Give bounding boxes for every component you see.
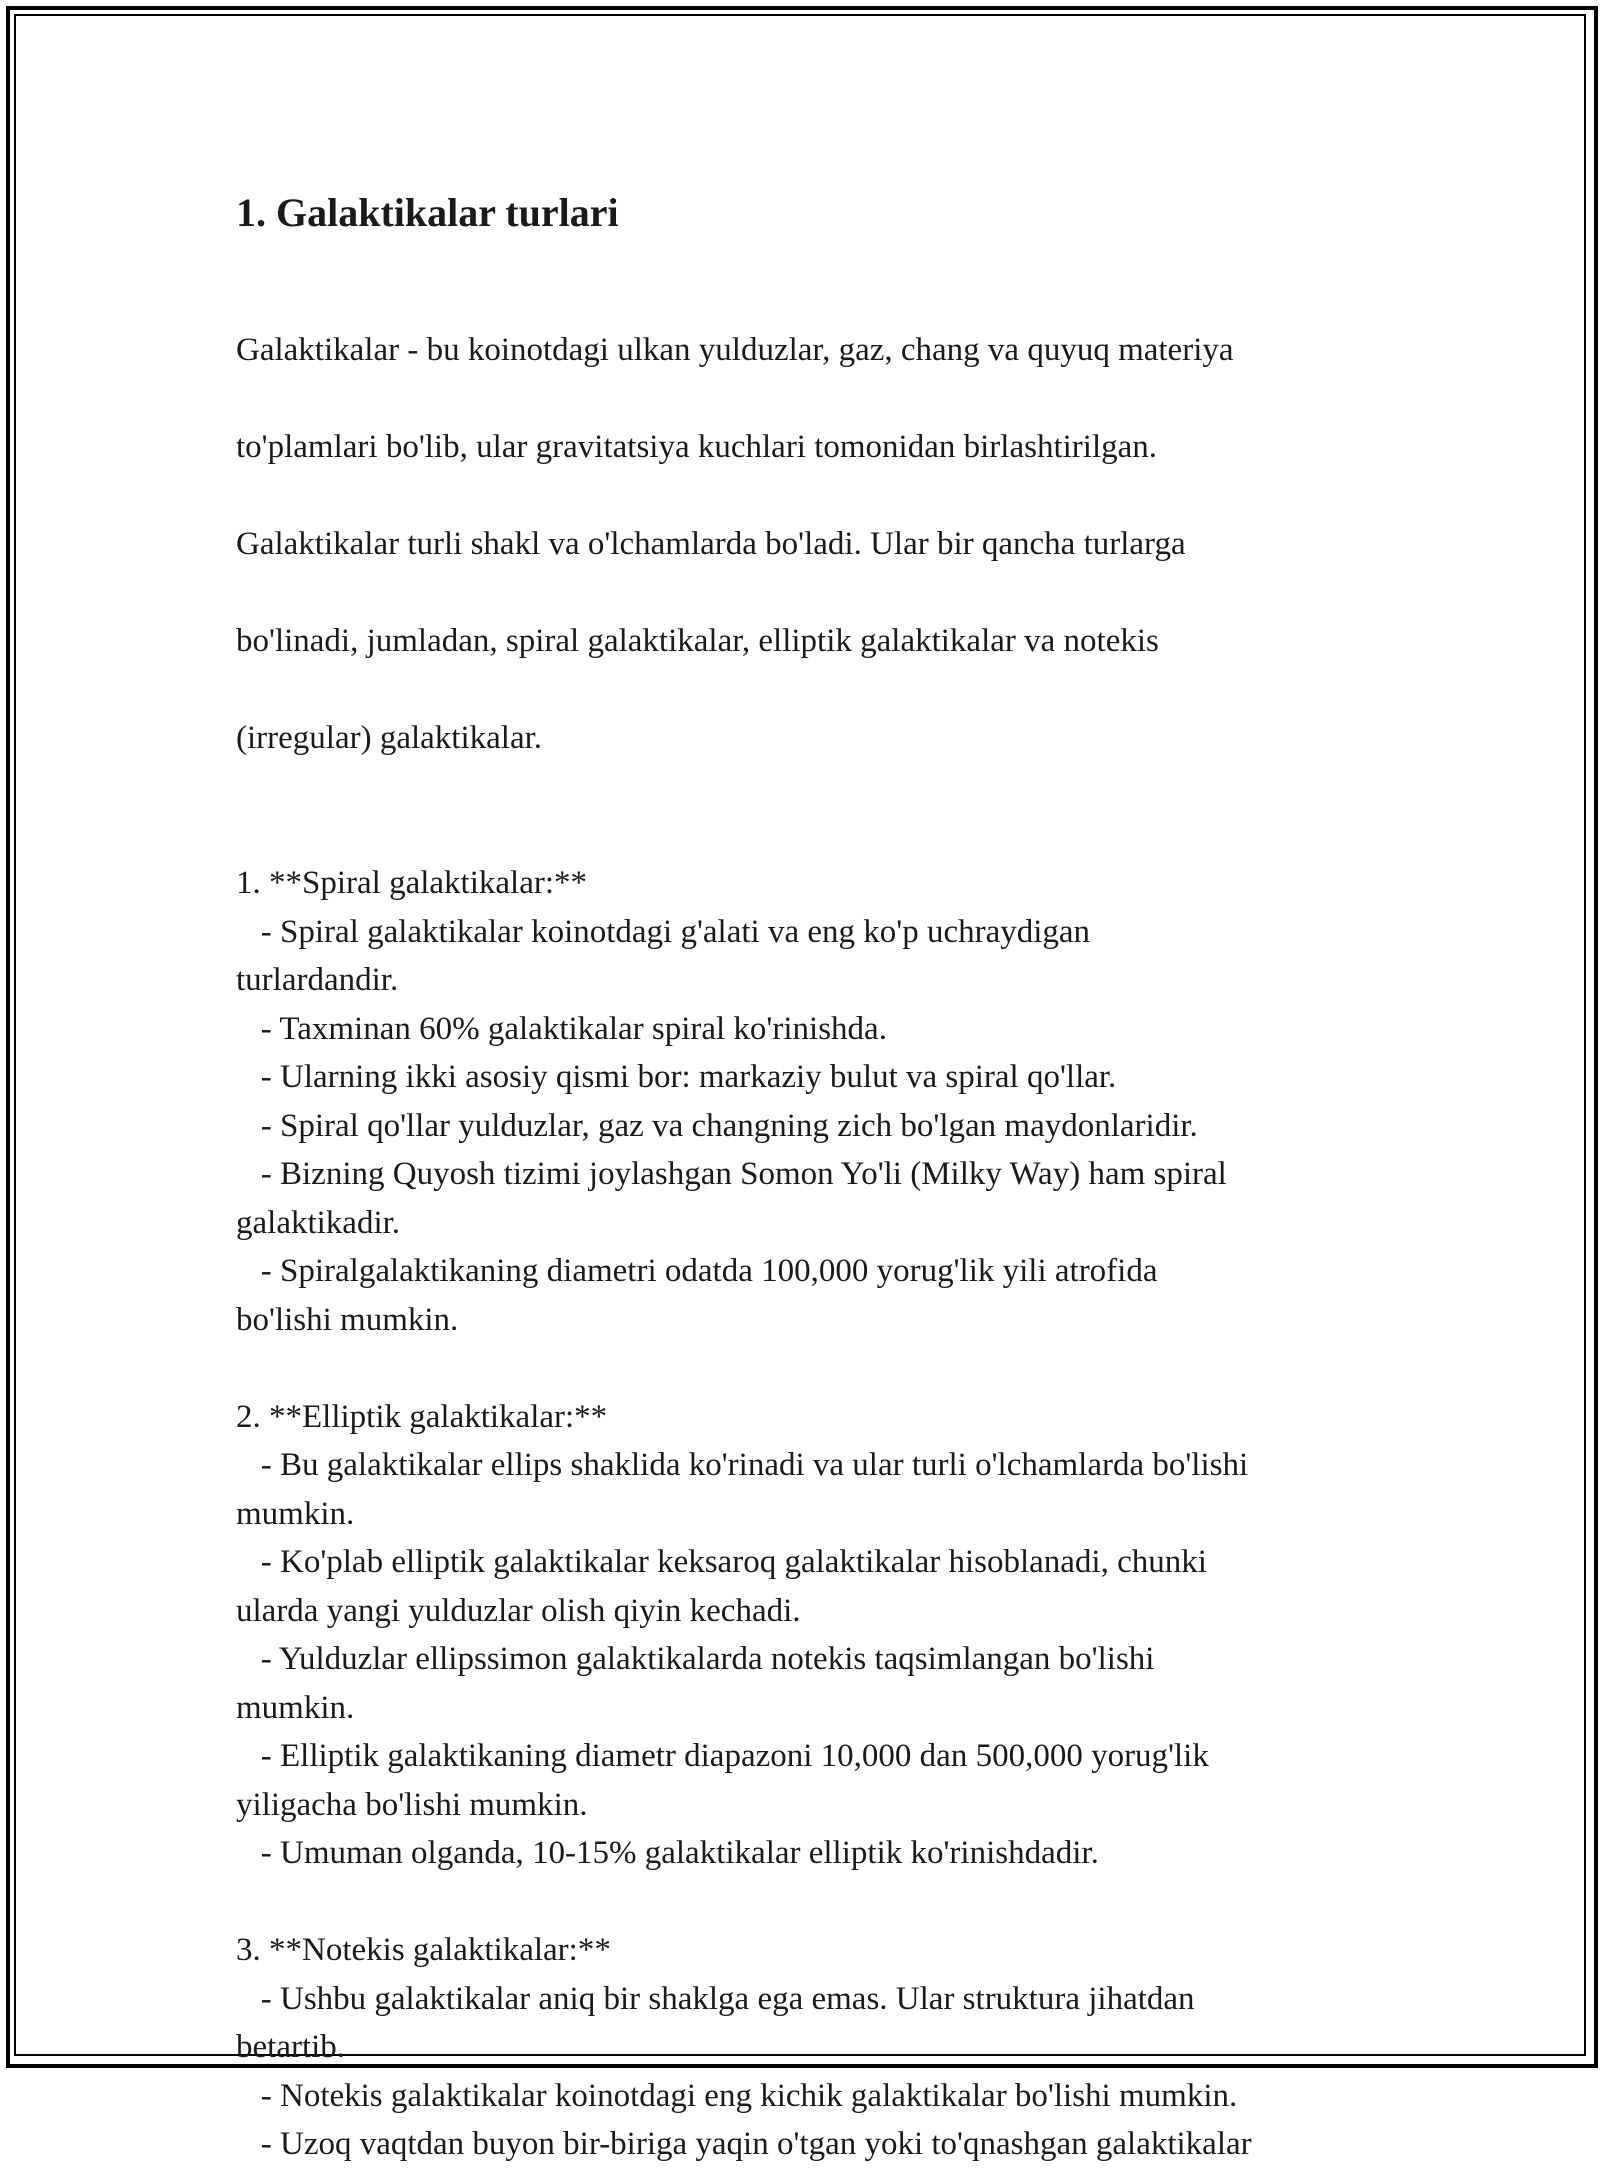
intro-line: bo'linadi, jumladan, spiral galaktikalar, elliptik galaktikalar va notekis — [236, 622, 1159, 659]
section-heading: 2. **Elliptik galaktikalar:** — [236, 1398, 608, 1435]
section-line: bo'lishi mumkin. — [236, 1301, 459, 1338]
section-line: - Elliptik galaktikaning diametr diapazoni 10,000 dan 500,000 yorug'lik — [236, 1738, 1209, 1774]
section-line: - Ushbu galaktikalar aniq bir shaklga ega emas. Ular struktura jihatdan — [236, 1980, 1195, 2017]
section-line: betartib. — [236, 2029, 346, 2065]
section-irregular — [236, 1926, 1386, 2169]
intro-line: Galaktikalar turli shakl va o'lchamlarda bo'ladi. Ular bir qancha turlarga — [236, 525, 1186, 562]
intro-line: Galaktikalar - bu koinotdagi ulkan yulduzlar, gaz, chang va quyuq materiya — [236, 331, 1234, 368]
section-line: mumkin. — [236, 1689, 355, 1726]
section-line: - Ularning ikki asosiy qismi bor: markaziy bulut va spiral qo'llar. — [236, 1059, 1117, 1095]
intro-line: (irregular) galaktikalar. — [236, 719, 543, 756]
document-body — [236, 185, 1386, 2169]
section-line: - Bu galaktikalar ellips shaklida ko'rinadi va ular turli o'lchamlarda bo'lishi — [236, 1447, 1249, 1483]
section-line: - Spiral galaktikalar koinotdagi g'alati va eng ko'p uchraydigan — [236, 913, 1091, 950]
paragraph-gap — [236, 1344, 1386, 1393]
section-heading: 3. **Notekis galaktikalar:** — [236, 1932, 611, 1968]
intro-line: to'plamlari bo'lib, ular gravitatsiya kuchlari tomonidan birlashtirilgan. — [236, 428, 1158, 465]
section-line: - Spiral qo'llar yulduzlar, gaz va changning zich bo'lgan maydonlaridir. — [236, 1107, 1198, 1144]
section-line: - Ko'plab elliptik galaktikalar keksaroq galaktikalar hisoblanadi, chunki — [236, 1544, 1207, 1580]
intro-paragraph — [236, 277, 1386, 811]
section-line: - Spiralgalaktikaning diametri odatda 100,000 yorug'lik yili atrofida — [236, 1253, 1158, 1289]
section-line: turlardandir. — [236, 962, 399, 998]
paragraph-gap — [236, 1878, 1386, 1927]
section-line: galaktikadir. — [236, 1204, 401, 1241]
section-line: - Bizning Quyosh tizimi joylashgan Somon Yo'li (Milky Way) ham spiral — [236, 1156, 1227, 1192]
section-line: ularda yangi yulduzlar olish qiyin kechadi. — [236, 1592, 801, 1629]
section-heading: 1. **Spiral galaktikalar:** — [236, 865, 587, 901]
section-line: - Taxminan 60% galaktikalar spiral ko'rinishda. — [236, 1010, 887, 1047]
section-elliptical — [236, 1393, 1386, 1878]
section-line: - Umuman olganda, 10-15% galaktikalar elliptik ko'rinishdadir. — [236, 1835, 1099, 1871]
section-line: - Notekis galaktikalar koinotdagi eng kichik galaktikalar bo'lishi mumkin. — [236, 2077, 1238, 2114]
section-line: yiligacha bo'lishi mumkin. — [236, 1786, 588, 1823]
section-line: mumkin. — [236, 1495, 355, 1532]
document-title: 1. Galaktikalar turlari — [236, 190, 619, 235]
section-line: - Yulduzlar ellipssimon galaktikalarda notekis taqsimlangan bo'lishi — [236, 1641, 1155, 1677]
section-spiral — [236, 859, 1386, 1344]
paragraph-gap — [236, 811, 1386, 860]
section-line: - Uzoq vaqtdan buyon bir-biriga yaqin o'tgan yoki to'qnashgan galaktikalar — [236, 2126, 1252, 2162]
